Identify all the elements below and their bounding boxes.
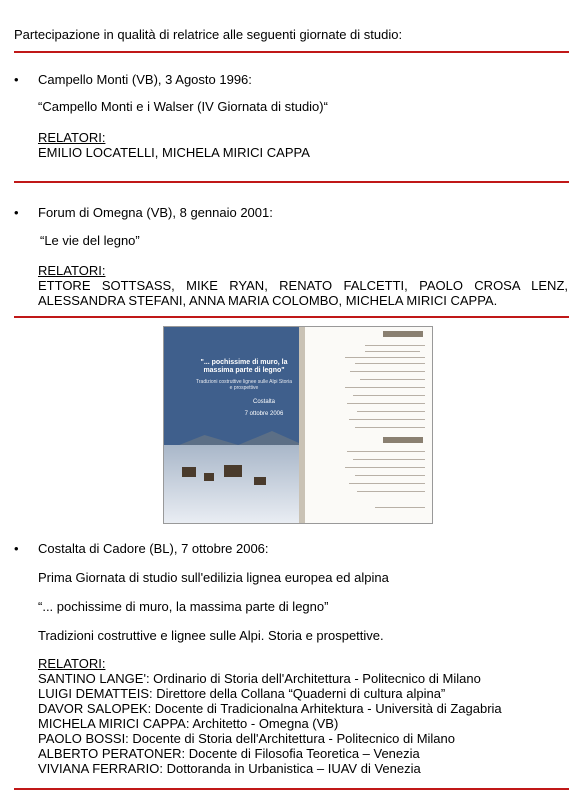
relatore-entry: ALBERTO PERATONER: Docente di Filosofia Teoretica – Venezia <box>38 746 420 761</box>
program-line <box>365 351 420 352</box>
program-header-bar <box>383 437 423 443</box>
intro-text: Partecipazione in qualità di relatrice alle seguenti giornate di studio: <box>14 27 403 42</box>
program-line <box>357 411 425 412</box>
program-line <box>350 371 425 372</box>
brochure-date: 7 ottobre 2006 <box>244 411 284 417</box>
section3-line3: Tradizioni costruttive e lignee sulle Alpi. Storia e prospettive. <box>38 628 384 643</box>
relatore-entry: DAVOR SALOPEK: Docente di Tradicionalna Arhitektura - Università di Zagabria <box>38 701 502 716</box>
brochure-house <box>254 477 266 485</box>
section3-heading: Costalta di Cadore (BL), 7 ottobre 2006: <box>38 541 269 556</box>
brochure-title: "... pochissime di muro, la massima parte di legno" <box>200 359 288 374</box>
divider-rule <box>14 316 569 318</box>
program-line <box>353 459 425 460</box>
brochure-house <box>224 465 242 477</box>
brochure-house <box>204 473 214 481</box>
divider-rule <box>14 181 569 183</box>
relatore-entry: MICHELA MIRICI CAPPA: Architetto - Omegna (VB) <box>38 716 339 731</box>
section2-relatori-label: RELATORI: <box>38 263 106 278</box>
section1-relatori-label: RELATORI: <box>38 130 106 145</box>
brochure-house <box>182 467 196 477</box>
program-line <box>355 475 425 476</box>
section2-heading: Forum di Omegna (VB), 8 gennaio 2001: <box>38 205 273 220</box>
brochure-snow <box>164 445 299 523</box>
program-header-bar <box>383 331 423 337</box>
bullet: • <box>14 541 19 556</box>
relatore-entry: PAOLO BOSSI: Docente di Storia dell'Architettura - Politecnico di Milano <box>38 731 455 746</box>
program-line <box>349 419 425 420</box>
divider-rule <box>14 51 569 53</box>
brochure-place: Costalta <box>252 399 275 405</box>
brochure-image <box>163 326 433 524</box>
program-line <box>365 345 425 346</box>
section3-relatori-list <box>38 671 502 776</box>
program-line <box>345 467 425 468</box>
program-line <box>345 387 425 388</box>
relatore-entry: SANTINO LANGE': Ordinario di Storia dell'Architettura - Politecnico di Milano <box>38 671 481 686</box>
program-line <box>357 491 425 492</box>
program-line <box>375 507 425 508</box>
section3-line2: “... pochissime di muro, la massima parte di legno” <box>38 599 329 614</box>
section1-heading: Campello Monti (VB), 3 Agosto 1996: <box>38 72 252 87</box>
section1-relatori: EMILIO LOCATELLI, MICHELA MIRICI CAPPA <box>38 145 310 160</box>
program-line <box>355 427 425 428</box>
brochure-subtitle: Tradizioni costruttive lignee sulle Alpi Storia e prospettive <box>196 379 292 391</box>
bullet: • <box>14 72 19 87</box>
program-line <box>345 357 425 358</box>
relatore-entry: LUIGI DEMATTEIS: Direttore della Collana “Quaderni di cultura alpina” <box>38 686 446 701</box>
divider-rule <box>14 788 569 790</box>
section3-relatori-label: RELATORI: <box>38 656 106 671</box>
section3-line1: Prima Giornata di studio sull'edilizia lignea europea ed alpina <box>38 570 389 585</box>
relatore-entry: VIVIANA FERRARIO: Dottoranda in Urbanistica – IUAV di Venezia <box>38 761 421 776</box>
program-line <box>347 451 425 452</box>
section1-title: “Campello Monti e i Walser (IV Giornata di studio)“ <box>38 99 328 114</box>
program-line <box>349 483 425 484</box>
section2-relatori-line2: ALESSANDRA STEFANI, ANNA MARIA COLOMBO, MICHELA MIRICI CAPPA. <box>38 293 498 308</box>
section2-relatori-line1: ETTORE SOTTSASS, MIKE RYAN, RENATO FALCETTI, PAOLO CROSA LENZ, <box>38 278 568 293</box>
section2-title: “Le vie del legno” <box>40 233 140 248</box>
program-line <box>347 403 425 404</box>
program-line <box>355 363 425 364</box>
program-line <box>360 379 425 380</box>
bullet: • <box>14 205 19 220</box>
brochure-program-page <box>305 327 432 523</box>
program-line <box>353 395 425 396</box>
